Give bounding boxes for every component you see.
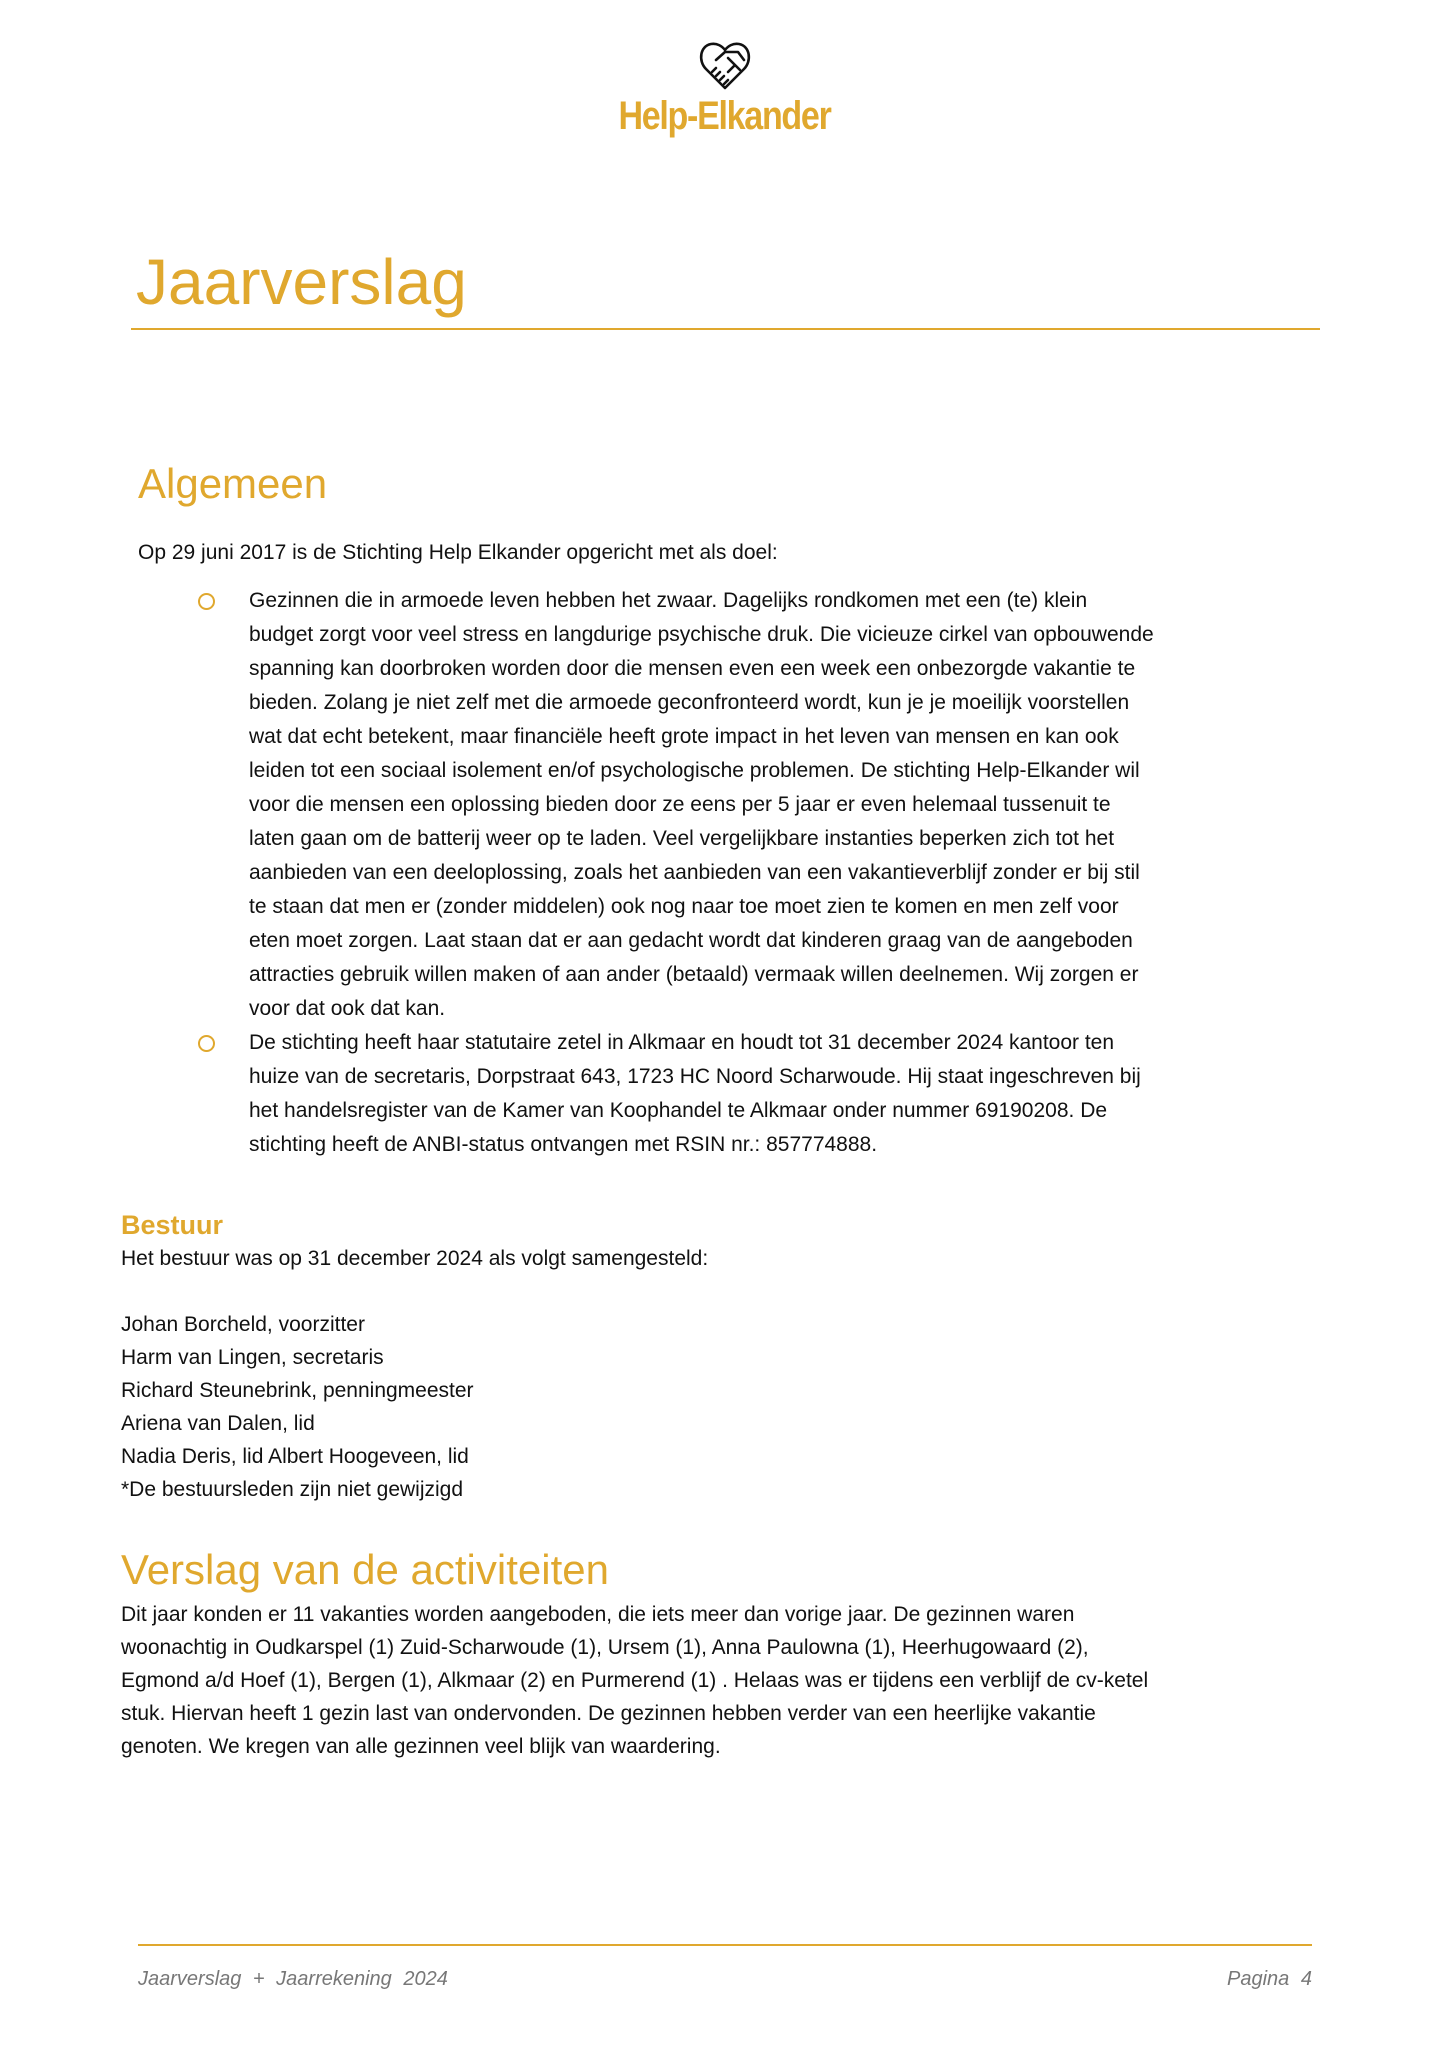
board-member: Ariena van Dalen, lid [121, 1412, 315, 1435]
handshake-heart-icon [698, 38, 752, 92]
section-heading-algemeen: Algemeen [138, 460, 328, 507]
bullet-text-line: leiden tot een sociaal isolement en/of psychologische problemen. De stichting Help-Elkander wil [249, 759, 1140, 782]
bullet-text-line: budget zorgt voor veel stress en langdurige psychische druk. Die vicieuze cirkel van opbouwende [249, 623, 1154, 646]
bullet-text-line: voor die mensen een oplossing bieden door ze eens per 5 jaar er even helemaal tussenuit te [249, 793, 1111, 816]
bullet-text-line: Gezinnen die in armoede leven hebben het zwaar. Dagelijks rondkomen met een (te) klein [249, 589, 1088, 612]
intro-text: Op 29 juni 2017 is de Stichting Help Elkander opgericht met als doel: [138, 541, 778, 564]
board-member: Johan Borcheld, voorzitter [121, 1313, 365, 1336]
bullet-circle-icon [198, 593, 215, 610]
section-heading-activiteiten: Verslag van de activiteiten [121, 1546, 609, 1593]
board-member: Harm van Lingen, secretaris [121, 1346, 384, 1369]
paragraph-line: stuk. Hiervan heeft 1 gezin last van ondervonden. De gezinnen hebben verder van een heerlijke vakantie [121, 1702, 1096, 1725]
footer-page-number: Pagina 4 [1227, 1968, 1312, 1990]
footer-document-title: Jaarverslag + Jaarrekening 2024 [138, 1968, 448, 1990]
paragraph-line: Dit jaar konden er 11 vakanties worden aangeboden, die iets meer dan vorige jaar. De gezinnen waren [121, 1603, 1075, 1626]
bullet-text-line: voor dat ook dat kan. [249, 997, 446, 1020]
bullet-text-line: wat dat echt betekent, maar financiële heeft grote impact in het leven van mensen en kan ook [249, 725, 1119, 748]
bullet-text-line: het handelsregister van de Kamer van Koophandel te Alkmaar onder nummer 69190208. De [249, 1099, 1108, 1122]
bullet-text-line: te staan dat men er (zonder middelen) ook nog naar toe moet zien te komen en men zelf voor [249, 895, 1119, 918]
paragraph-line: Egmond a/d Hoef (1), Bergen (1), Alkmaar (2) en Purmerend (1) . Helaas was er tijdens een verblijf de cv-ketel [121, 1669, 1149, 1692]
logo-text: Help-Elkander [618, 94, 831, 138]
bullet-text-line: attracties gebruik willen maken of aan ander (betaald) vermaak willen deelnemen. Wij zorgen er [249, 963, 1139, 986]
bullet-text-line: bieden. Zolang je niet zelf met die armoede geconfronteerd wordt, kun je je moeilijk voorstellen [249, 691, 1130, 714]
bullet-text-line: De stichting heeft haar statutaire zetel in Alkmaar en houdt tot 31 december 2024 kantoor ten [249, 1031, 1115, 1054]
footer-divider [138, 1944, 1312, 1946]
paragraph-line: genoten. We kregen van alle gezinnen veel blijk van waardering. [121, 1735, 721, 1758]
bestuur-intro: Het bestuur was op 31 december 2024 als volgt samengesteld: [121, 1247, 709, 1270]
bullet-text-line: stichting heeft de ANBI-status ontvangen met RSIN nr.: 857774888. [249, 1133, 878, 1156]
board-member: Nadia Deris, lid Albert Hoogeveen, lid [121, 1445, 469, 1468]
bullet-text-line: laten gaan om de batterij weer op te laden. Veel vergelijkbare instanties beperken zich tot het [249, 827, 1115, 850]
page-title: Jaarverslag [136, 246, 467, 318]
board-member: *De bestuursleden zijn niet gewijzigd [121, 1478, 464, 1501]
paragraph-line: woonachtig in Oudkarspel (1) Zuid-Scharwoude (1), Ursem (1), Anna Paulowna (1), Heerhugowaard (2), [121, 1636, 1089, 1659]
bullet-text-line: aanbieden van een deeloplossing, zoals het aanbieden van een vakantieverblijf zonder er bij stil [249, 861, 1140, 884]
bullet-text-line: eten moet zorgen. Laat staan dat er aan gedacht wordt dat kinderen graag van de aangeboden [249, 929, 1133, 952]
board-member: Richard Steunebrink, penningmeester [121, 1379, 474, 1402]
bullet-circle-icon [198, 1035, 215, 1052]
bullet-text-line: spanning kan doorbroken worden door die mensen even een week een onbezorgde vakantie te [249, 657, 1136, 680]
title-divider [131, 328, 1320, 330]
section-heading-bestuur: Bestuur [121, 1210, 224, 1240]
bullet-text-line: huize van de secretaris, Dorpstraat 643, 1723 HC Noord Scharwoude. Hij staat ingeschreven bij [249, 1065, 1141, 1088]
